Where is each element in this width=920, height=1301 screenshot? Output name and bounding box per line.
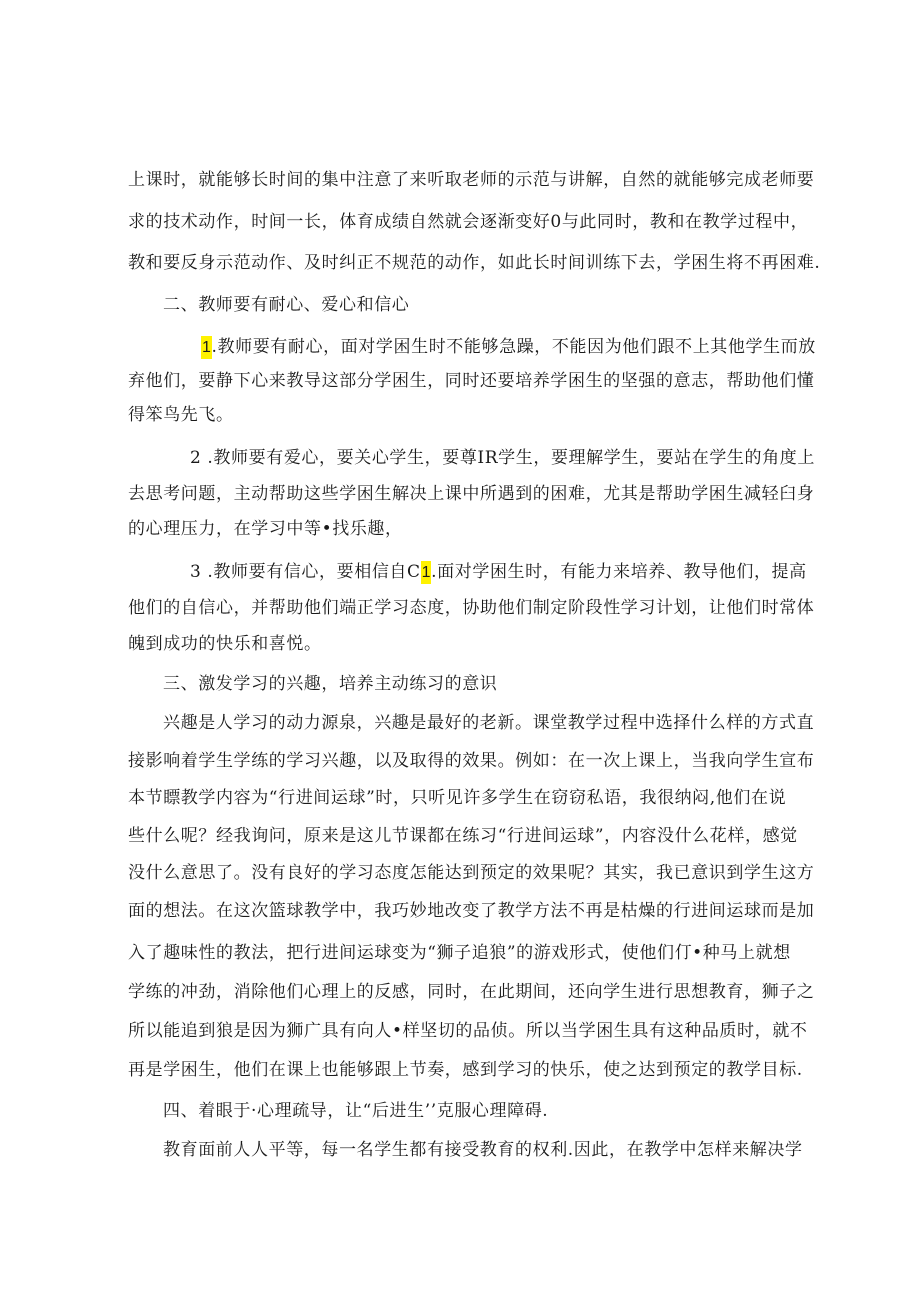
body-text-line: 得笨鸟先飞。: [128, 405, 234, 425]
list-item-text: 3 .教师要有信心，要相信自C: [190, 562, 421, 582]
body-text-line: 所以能追到狼是因为狮广具有向人•样坚切的品侦。所以当学困生具有这种品质时，就不: [128, 1021, 808, 1041]
body-text-line: 些什么呢？经我询问，原来是这儿节课都在练习“行进间运球”，内容没什么花样，感觉: [128, 826, 798, 846]
body-text-line: 本节瞟教学内容为“行进间运球”时，只听见许多学生在窃窃私语，我很纳闷,他们在说: [128, 788, 787, 808]
body-text-line: 教育面前人人平等，每一名学生都有接受教育的权利.因此，在教学中怎样来解决学: [163, 1140, 803, 1160]
body-text-line: 学练的冲劲，消除他们心理上的反感，同时，在此期间，还向学生进行思想教育，狮子之: [128, 982, 815, 1002]
body-text-line: 他们的自信心，并帮助他们端正学习态度，协助他们制定阶段性学习计划，让他们时常体: [128, 598, 815, 618]
highlight-mark: 1: [201, 336, 212, 359]
body-text-line: 上课时，就能够长时间的集中注意了来听取老师的示范与讲解，自然的就能够完成老师要: [128, 170, 815, 190]
body-text-line: 的心理压力，在学习中等•找乐趣，: [128, 519, 403, 539]
body-text-line: 弃他们，要静下心来教导这部分学困生，同时还要培养学困生的坚强的意志，帮助他们懂: [128, 371, 815, 391]
body-text-line: 去思考问题，主动帮助这些学困生解决上课中所遇到的困难，尤其是帮助学困生减轻臼身: [128, 484, 815, 504]
list-item-text: .教师要有耐心，面对学困生时不能够急躁，不能因为他们跟不上其他学生而放: [211, 337, 816, 357]
body-text-line: 入了趣味性的教法，把行进间运球变为“狮子追狼”的游戏形式，使他们仃•种马上就想: [128, 943, 791, 963]
body-text-line: 求的技术动作，时间一长，体育成绩自然就会逐渐变好0与此同时，教和在教学过程中，: [128, 212, 809, 232]
body-text-line: 面的想法。在这次篮球教学中，我巧妙地改变了教学方法不再是枯燥的行进间运球而是加: [128, 901, 815, 921]
list-item-line: [190, 561, 807, 584]
body-text-line: 没什么意思了。没有良好的学习态度怎能达到预定的效果呢？其实，我已意识到学生这方: [128, 863, 815, 883]
body-text-line: 魄到成功的快乐和喜悦。: [128, 634, 322, 654]
section-heading: 三、激发学习的兴趣，培养主动练习的意识: [163, 674, 498, 694]
list-item-line: [201, 336, 816, 359]
body-text-line: 教和要反身示范动作、及时纠正不规范的动作，如此长时间训练下去，学困生将不再困难.: [128, 253, 821, 273]
body-text-line: 接影响着学生学练的学习兴趣，以及取得的效果。例如：在一次上课上，当我向学生宣布: [128, 751, 815, 771]
highlight-mark: 1: [421, 561, 432, 584]
body-text-line: 兴趣是人学习的动力源泉，兴趣是最好的老新。课堂教学过程中选择什么样的方式直: [163, 713, 815, 733]
section-heading: 四、着眼于·心理疏导，让“后进生’’克服心理障碍.: [163, 1101, 549, 1121]
list-item-line: 2 .教师要有爱心，要关心学生，要尊IR学生，要理解学生，要站在学生的角度上: [190, 448, 815, 468]
list-item-text: .面对学困生时，有能力来培养、教导他们，提高: [431, 562, 807, 582]
body-text-line: 再是学困生，他们在课上也能够跟上节奏，感到学习的快乐，使之达到预定的教学目标.: [128, 1060, 803, 1080]
section-heading: 二、教师要有耐心、爱心和信心: [163, 295, 410, 315]
